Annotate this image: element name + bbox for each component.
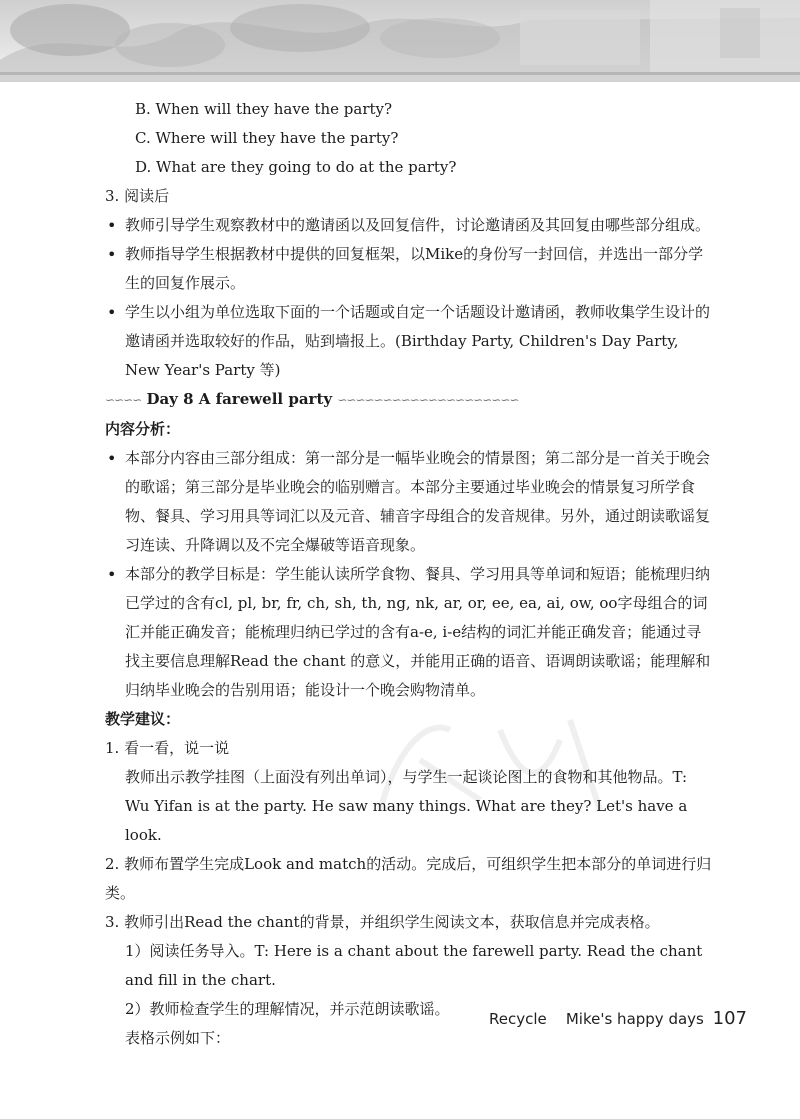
header-banner <box>0 0 800 82</box>
after-reading-heading: 3. 阅读后 <box>105 187 170 205</box>
page-number: 107 <box>712 1008 747 1029</box>
content-analysis-heading: 内容分析： <box>105 420 181 438</box>
content-analysis-bullet: • 本部分内容由三部分组成：第一部分是一幅毕业晚会的情景图；第二部分是一首关于晚会的歌谣；第三部分是毕业晚会的临别赠言。本部分主要通过毕业晚会的情景复习所学食物、餐具、学习用具等词汇以及元音、辅音字母组合的发音规律。另外，通过朗读歌谣复习连读、升降调以及不完全爆破等语音现象。 <box>105 444 715 560</box>
question-b: B. When will they have the party? <box>135 100 393 118</box>
after-reading-bullet: • 教师引导学生观察教材中的邀请函以及回复信件，讨论邀请函及其回复由哪些部分组成。 <box>105 211 715 240</box>
question-c: C. Where will they have the party? <box>135 129 399 147</box>
footer-section: Recycle <box>489 1010 547 1028</box>
day8-heading <box>105 385 715 415</box>
teaching-suggestions-heading: 教学建议： <box>105 710 181 728</box>
suggestion-2: 2. 教师布置学生完成Look and match的活动。完成后，可组织学生把本部分的单词进行归类。 <box>105 855 712 902</box>
question-d: D. What are they going to do at the party? <box>135 158 457 176</box>
wave-ornament-left: ∽∽∽∽ <box>105 393 142 407</box>
footer-unit-title: Mike's happy days <box>565 1010 704 1028</box>
page-footer <box>489 1008 747 1029</box>
day8-title: Day 8 A farewell party <box>146 390 333 408</box>
suggestion-1-body: 教师出示教学挂图（上面没有列出单词），与学生一起谈论图上的食物和其他物品。T: Wu Yifan is at the party. He saw many things. What are they? Let's have a look. <box>125 768 688 844</box>
table-example-label: 表格示例如下： <box>125 1029 231 1047</box>
wave-ornament-right: ∽∽∽∽∽∽∽∽∽∽∽∽∽∽∽∽∽∽∽∽ <box>337 393 519 407</box>
decorative-banner-illustration <box>0 0 800 82</box>
content-analysis-bullet: • 本部分的教学目标是：学生能认读所学食物、餐具、学习用具等单词和短语；能梳理归纳已学过的含有cl, pl, br, fr, ch, sh, th, ng, nk, ar, or, ee, ea, ai, ow, oo字母组合的词汇并能正确发音；能梳理归纳已学过的含有a-e, i-e结构的词汇并能正确发音；能通过寻找主要信息理解Read the chant 的意义，并能用正确的语音、语调朗读歌谣；能理解和归纳毕业晚会的告别用语；能设计一个晚会购物清单。 <box>105 560 715 705</box>
after-reading-bullet: • 学生以小组为单位选取下面的一个话题或自定一个话题设计邀请函，教师收集学生设计的邀请函并选取较好的作品，贴到墙报上。(Birthday Party, Children's Day Party, New Year's Party 等) <box>105 298 715 385</box>
after-reading-bullet: • 教师指导学生根据教材中提供的回复框架，以Mike的身份写一封回信，并选出一部分学生的回复作展示。 <box>105 240 715 298</box>
page-content <box>105 95 715 1053</box>
suggestion-3-sub-1: 1）阅读任务导入。T: Here is a chant about the farewell party. Read the chant and fill in the chart. <box>125 942 703 989</box>
suggestion-3-sub-2: 2）教师检查学生的理解情况，并示范朗读歌谣。 <box>125 1000 450 1018</box>
suggestion-3: 3. 教师引出Read the chant的背景，并组织学生阅读文本，获取信息并完成表格。 <box>105 913 660 931</box>
suggestion-1-title: 1. 看一看，说一说 <box>105 739 230 757</box>
